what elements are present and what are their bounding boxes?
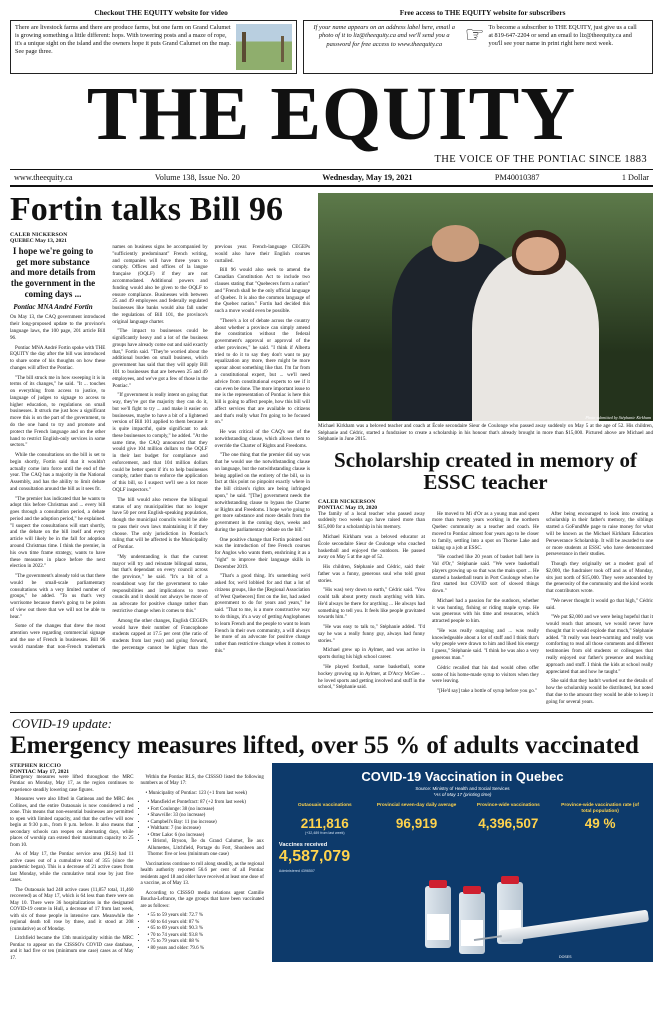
infographic-stats — [279, 803, 646, 835]
doses-label: DOSES — [559, 955, 572, 960]
list-item: • • Shawville: 33 (no increase) — [147, 813, 263, 820]
promo-box-subscribe — [303, 20, 653, 74]
vaccines-received-label: Vaccines received — [278, 841, 328, 848]
paragraph: She said that they hadn't worked out the details of how the scholarship would be distributed, but noted that due to the amount they would be able to keep it going for several years. — [546, 678, 653, 705]
paragraph: The bill would also remove the bilingual status of any municipalities that no longer have 50 per cent English-speaking population, though the municipal councils would be able to pass their own laws maintaining it if they choose. The only jurisdiction in Pontiac's ruling that will be affected is the Municipality of Pontiac. — [112, 496, 208, 551]
masthead — [10, 72, 653, 166]
photo-figure-woman — [472, 252, 599, 421]
divider — [10, 712, 653, 713]
paragraph: "My understanding is that the current mayor will try and reinstate bilingual status, but that's dependant on every council across the province," he said. "It's a bit of a roundabout way for the government to take responsibilities and implications to town councils and it should not always be more of an advocate for positive change rather than restrictive change when it comes to this." — [112, 553, 208, 614]
stat-value: 96,919 — [395, 815, 438, 831]
list-item: • • 75 to 79 years old: 88 % — [147, 939, 263, 946]
paragraph: He moved to Mi d'Or as a young man and spent more than twenty years working in the northern Quebec community as a teacher and coach. He moved to Pontiac almost four years ago to be closer to family, settling into a spot on Thorne Lake and taking up a job at ESSC. — [432, 510, 539, 551]
paragraph: "We never thought it would go that high," Cédric said. — [546, 597, 653, 611]
list-item: • • Otter Lake: 6 (no increase) — [147, 833, 263, 840]
list-item: • • 60 to 64 years old: 87 % — [147, 920, 263, 927]
stat-province-total — [462, 803, 554, 835]
list-item: • • 80 years and older: 79.6 % — [147, 946, 263, 953]
paragraph: Cédric recalled that his dad would often offer some of his home-made syrup to visitors when they were leaving. — [432, 664, 539, 685]
stat-province-rate — [554, 803, 646, 835]
stat-label: Province-wide vaccinations — [476, 802, 540, 808]
paragraph: The Outaouais had 248 active cases (11,857 total, 11,460 recovered) as of May 17, which is 64 less than there were on May 10. There were 36 hospitalizations in the designated COVID-19 centre in Hull, a decrease of 17 from last week, with six of those people in intensive care. Meanwhile the regional death toll rose by three, and it stood at 208 (cumulative) as of Monday. — [10, 887, 134, 932]
paragraph: One positive change that Fortin pointed out was the introduction of free French courses for Anglos who wants them, enshrining it as a "right" to improve their language skills in December 2019. — [214, 536, 310, 570]
list-item: • • Bristol, Bryson, Île du Grand Calumet, Île aux Allumettes, Litchfield, Portage du Fort, Shonbeen and Thorne: five or less (minimum one case) — [147, 839, 263, 859]
paragraph: Some of the changes that drew the most attention were regarding commercial signage and the use of French in businesses. Bill 96 would mandate that non-French trademark names on business signs be accompanied by "sufficiently predominant" French writing, and companies will have three years to comply. Offices and offices of la langue française (OQLF) if they are not accommodated. Additional powers and funding would also be given to the OQLF to ensure compliance. Businesses with between 25 and 49 employees and federally regulated businesses like banks would also fall under the regulations of Bill 101, the province's original language charter. — [10, 244, 208, 650]
covid-article — [10, 763, 264, 963]
paragraph: "He coached like 20 years of basket ball here in Val d'Or," Stéphanie said. "We were basketball players growing up so that was the main sport ... He started a basketball team in Port Coulonge when he first started but COVID sort of slowed things down." — [432, 554, 539, 595]
vaccination-infographic — [272, 763, 653, 963]
byline-fortin: CALEB NICKERSON — [10, 232, 68, 239]
paragraph: "His was) very down to earth," Cédric said. "You could talk about pretty much anything with him. He'd always be there for anything ... He always had something to tell you. It feels like people gravitated towards him." — [318, 587, 425, 621]
paragraph: "The bill struck me in how sweeping it is in terms of its changes," he said. "It ... touches on everything from access to justice, to language of judges to signage to access to higher education, to regulations on small businesses. It struck me just how a significant move this is on the part of the government, to do the one hand to try and promote and protect the French language and on the other hand to restrict English-only services in some sectors." — [10, 374, 106, 449]
stat-label: Provincial seven-day daily average — [376, 802, 457, 808]
paragraph: Michael grew up in Aylmer, and was active in sports during his high school career. — [318, 647, 425, 661]
paragraph: "He played football, some basketball, some hockey growing up in Aylmer, at D'Arcy McGee ... he loved sports and getting involved and stuff in the school," Stéphanie said. — [318, 663, 425, 691]
pullquote-text: I hope we're going to get more substance and more details from the government in the coming days ... — [10, 246, 96, 299]
fortin-article — [10, 193, 310, 705]
paragraph: While the consultations on the bill is set to begin shortly, Fortin said that it wouldn't actually come into force until the end of the year. The CAQ has a majority in the National Assembly, and has the ability to limit debate and consultation around the bill as it sees fit. — [10, 452, 106, 492]
stat-label: Province-wide vaccination rate (of total population) — [561, 802, 640, 814]
promo-left-header: Checkout THE EQUITY website for video — [94, 8, 228, 17]
list-item: • • 65 to 69 years old: 90.3 % — [147, 926, 263, 933]
byline-scholarship: CALEB NICKERSON — [318, 498, 376, 505]
list-item: • • Mansfield et Pontefract: 87 (+2 from last week) — [147, 800, 263, 807]
pullquote — [10, 246, 96, 311]
stat-value: 211,816 — [300, 815, 349, 831]
paragraph: As of May 17, the Pontiac service area (RLS) had 11 active cases out of a cumulative total of 355 (since the pandemic began). This is a decrease of 21 active cases from last Monday, while the cumulative total rose by just five cases. — [10, 852, 134, 884]
promo-headers — [10, 8, 653, 17]
list-item: • • Waltham: 7 (no increase) — [147, 826, 263, 833]
hops-farm-photo — [236, 24, 292, 70]
infographic-asof: *As of May 17 (printing time) — [433, 791, 492, 797]
covid-section — [10, 763, 653, 963]
photo-face-woman — [516, 237, 560, 271]
headline-covid: Emergency measures lifted, over 55 % of adults vaccinated — [10, 732, 639, 760]
page-title: THE EQUITY — [86, 72, 577, 156]
divider-thick — [10, 185, 653, 187]
list-item: • • Campbell's Bay: 11 (no increase) — [147, 820, 263, 827]
paragraph: On May 13, the CAQ government introduced their long-proposed update to the province's language laws, the 100 page, 201 article Bill 96. — [10, 314, 106, 341]
vaccines-administered-note: Administered 4396507 — [278, 868, 315, 873]
paragraph: Among the other changes, English CEGEPs would have their number of Francophone students capped at 17.5 per cent (the ratio of students from last year) and going forward, the percentage cannot be higher than the previous year. French-language CEGEPs would also have their English courses curtailed. — [112, 244, 310, 651]
paragraph: "He was really outgoing and ... was really knowledgeable about a lot of stuff and I think that's why people were drawn to him and liked his energy I guess," Stéphanie said. "I think he was also a very generous man." — [432, 627, 539, 661]
paragraph: Michael had a passion for the outdoors, whether it was hunting, fishing or riding maple syrup. He was generous with his time and resources, which attracted people to him. — [432, 597, 539, 625]
stat-label: Outaouais vaccinations — [297, 802, 352, 808]
paragraph: According to CISSSO media relations agent Camille Boucha-Lefrance, the age groups that have been vaccinated are as follows: — [140, 890, 264, 909]
promo-center-text: If your name appears on an address label here, email a photo of it to liz@theequity.ca and we'll send you a password for free access to www.theequity.ca — [313, 24, 455, 48]
covid-body-text — [10, 775, 264, 963]
paragraph: "That's a good thing. It's something we'd asked for, we'd lobbied for and that a lot of citizens groups, like the [Regional Association of West Quebecers] first on the list, had asked government to do for years and years," he said. "That to me, is a more constructive way to do things, it's a way of getting Anglophones to learn French and the people to want to learn French in their own community, a will always be more of an advocate for positive change rather than restrictive change when it comes to this." — [214, 573, 310, 654]
stat-value: 4,396,507 — [478, 815, 539, 831]
vaccines-received-value: 4,587,079 — [278, 847, 351, 865]
list-item: • • Fort Coulonge: 38 (no increase) — [147, 807, 263, 814]
paragraph: "The premier has indicated that he wants to adopt this before Christmas and ... every bill goes through a consultation period, a debate period and the adoption period," he explained. "I suspect the consultations will start shortly, and the debate on the bill itself and every article will likely be in the fall for adoption around Christmas time. I think the premier, in his own time frame strategy, wants to have these measures in place before the next election in 2022." — [10, 495, 106, 570]
lead-section — [10, 193, 653, 705]
promo-box-video — [10, 20, 297, 74]
photo-face-man — [432, 225, 479, 261]
paragraph: The family of a local teacher who passed away suddenly two weeks ago have raised more than $15,000 for a scholarship in his memory. — [318, 510, 425, 531]
municipality-case-list — [140, 800, 263, 859]
dateline-covid: PONTIAC May 17, 2021 — [10, 768, 70, 775]
infographic-title: COVID-19 Vaccination in Quebec — [361, 768, 564, 784]
paragraph: "If government is really intent on going that way, they've got the majority they can do it, but we'll fight to try ... and make it easier on businesses, maybe to have a bit of a lightened version of Bill 101 applied to them because it is quite impactful, quite significant to ask these businesses to comply," he added. "At the same time, the CAQ announced that they would give 104 million dollars to the OQLF in their last budget for compliance and enforcement, and that 104 million dollars could be better spent if it's to help businesses comply, rather than to enforce the application of this bill, so I suspect we'll see a lot more OQLF inspectors." — [112, 392, 208, 493]
dateline-fortin: QUEBEC May 13, 2021 — [10, 238, 67, 245]
paragraph: Measures were also lifted in Gatineau and the MRC des Collines, and the entire Outaouais is now considered a red zone. This means that non-essential businesses are permitted to open with limited capacity, and that the curfew will now begin at 9:30 p.m., from 8 p.m. before. It also means that secondary schools can reopen on alternating days, while places of worship can extend their maximum capacity to 25 from 10. — [10, 797, 134, 848]
vaccine-vials-illustration — [419, 842, 649, 962]
dateline-scholarship: PONTIAC May 19, 2020 — [318, 504, 378, 511]
age-group-list — [140, 913, 263, 952]
scholarship-body — [318, 511, 653, 706]
pullquote-attribution: Pontiac MNA André Fortin — [13, 303, 93, 312]
paragraph: Within the Pontiac RLS, the CISSSO listed the following numbers as of May 17: — [140, 774, 264, 787]
paragraph: "The impact to businesses could be significantly heavy and a lot of the business groups have already come out and said exactly that," Fortin said. "They're worried about the additional burden on small business, which government has said that they will apply Bill 101 to businesses that are between 25 and 49 employees, and we've got a few of those in the Pontiac." — [112, 328, 208, 389]
promo-right-text: To become a subscriber to THE EQUITY, just give us a call at 819-647-2204 or send an email to liz@theequity.ca and you'll see your name in print right here next week. — [488, 24, 637, 47]
headline-scholarship: Scholarship created in memory of ESSC teacher — [334, 448, 637, 494]
fortin-body — [10, 244, 310, 654]
paragraph: Emergency measures were lifted throughout the MRC Pontiac on Monday, May 17, as the region continues to experience steadily lowering case figures. — [10, 774, 134, 793]
list-item: • • 55 to 59 years old: 72.7 % — [147, 913, 263, 920]
paragraph: "The government's already told us that there would be small-scale parliamentary consultations with a very limited number of groups," he added. "To us that's very worrisome because there's going to be points of view out there that we will not be able to hear." — [10, 573, 106, 620]
pointing-hand-icon: ☞ — [464, 22, 485, 47]
stat-note: (+32,489 from last week) — [304, 830, 345, 835]
paragraph: • Municipality of Pontiac: 123 (+1 from last week) — [145, 790, 247, 796]
paragraph: "We put $2,000 and we were being hopeful that it would reach that amount, we would never have thought that it would explode that much," Stéphanie added. "It really was heart-warming and really was comforting to read all those comments and different testimonies from old students or colleagues that really enjoyed our father's presence and teaching approach and stuff. I think the kids at school really appreciated that and how he taught." — [546, 614, 653, 675]
paragraph: Vaccinations continue to roll along steadily, as the regional health authority reported 56.6 per cent of all Pontiac residents aged 18 and older have received at least one dose of a vaccine, as of May 13. — [140, 861, 264, 887]
volume-issue: Volume 138, Issue No. 20 — [154, 173, 240, 183]
stat-outaouais — [279, 803, 371, 835]
website-url[interactable]: www.theequity.ca — [14, 173, 73, 183]
paragraph: "The one thing that the premier did say was that he would use the notwithstanding clause on language, but the notwithstanding clause is being applied on the entirety of the bill, so in fact at this point no pinpoint exactly where in the bill citizen's rights are being infringed upon," he said. "[The] government needs the notwithstanding clause to bypass the Charter or Rights and Freedoms. I hope we're going to get more substance and more details from the government in the coming days, weeks and during the parliamentary debate on the bill." — [214, 452, 310, 533]
paragraph: Michael Kirkham was a beloved educator at École secondaire Sieur de Coulonge who coached basketball and enjoyed the outdoors. He passed away on May 5 at the age of 52. — [318, 533, 425, 561]
vial-icon — [459, 892, 485, 954]
paragraph: "There's a lot of debate across the country about whether a province can simply amend the constitution without the federal government's approval or approval of the other provinces," he said. "I think if Alberta tried to do it to say they don't want to pay equalization any more, there might be more uproar about something like that. I'm far from a constitutional expert, but ... we'll need advice from constitutional experts to see if it can even be done. The more important issue to me is the representation of Pontiac is here this bill is going to affect people, how this bill will affect services that are available to citizens and that's really what I'm going to be focused on." — [214, 317, 310, 426]
paragraph: He was critical of the CAQ's use of the notwithstanding clause, which allows them to override the Charter of Rights and Freedoms. — [214, 429, 310, 449]
scholarship-section — [318, 193, 653, 705]
promo-left-text: There are livestock farms and there are produce farms, but one farm on Grand Calumet is growing something a little different: hops. With towering posts and a maze of rope, it's a unique sight on the island and the owners hope it puts Grand Calumet on the map. See page three. — [15, 24, 231, 55]
paragraph: After being encouraged to look into creating a scholarship in their father's memory, the siblings started a GoFundMe page to raise money for what will be known as the Michael Kirkham Education Perseverance Scholarship. It will be awarded to one or more students at ESSC who have demonstrated perseverance in their studies. — [546, 510, 653, 558]
pm-number: PM40010387 — [494, 173, 540, 183]
photo-caption: Michael Kirkham was a beloved teacher and coach at École secondaire Sieur de Coulonge who passed away suddenly on May 5 at the age of 52. His children, Stéphanie and Cédric, started a fundraiser to create a scholarship in his honour that's already brought in more than $15,000. Pictured above are Michael and Stéphanie in June 2015. — [318, 423, 653, 443]
kirkham-photo — [318, 193, 653, 421]
vial-icon — [425, 886, 451, 948]
paragraph: "[He'd say] take a bottle of syrup before you go." — [437, 688, 538, 695]
stat-daily-average — [371, 803, 463, 835]
infographic-source: Source: Ministry of Health and Social Services — [415, 785, 510, 791]
paragraph: Though they originally set a modest goal of $2,000, the fundraiser took off and as of Monday, sits just north of $15,000. They were astounded by the generosity of the community and the kind words that contributors wrote. — [546, 561, 653, 595]
paragraph: Litchfield became the 13th municipality within the MRC Pontiac to appear on the CISSSO's COVID case database, and it had five or ten (minimum one case) cases as of May 17. — [10, 936, 134, 961]
price: 1 Dollar — [621, 173, 649, 183]
paragraph: "He was easy to talk to," Stéphanie added. "I'd say he was a really funny guy, always had funny stories." — [318, 624, 425, 644]
masthead-infobar — [10, 170, 653, 185]
stat-value: 49 % — [584, 816, 616, 832]
list-item: • • 70 to 74 years old: 93.8 % — [147, 933, 263, 940]
photo-credit: Photo submitted by Stéphanie Kirkham — [585, 415, 651, 421]
issue-date: Wednesday, May 19, 2021 — [322, 173, 413, 183]
masthead-tagline: THE VOICE OF THE PONTIAC SINCE 1883 — [434, 154, 647, 166]
headline-fortin: Fortin talks Bill 96 — [10, 191, 283, 229]
promo-right-header: Free access to THE EQUITY website for subscribers — [399, 8, 566, 17]
byline-covid: STEPHEN RICCIO — [10, 762, 62, 769]
covid-kicker: COVID-19 update: — [12, 716, 113, 732]
promo-row — [10, 20, 653, 74]
paragraph: His children, Stéphanie and Cédric, said their father was a funny, generous soul who told great stories. — [318, 564, 425, 584]
paragraph: Pontiac MNA André Fortin spoke with THE EQUITY the day after the bill was introduced to share some of his thoughts on how these changes will affect the Pontiac. — [10, 344, 106, 371]
paragraph: Bill 96 would also seek to amend the Canadian Constitution Act to include two clauses stating that "Quebecers form a nation" and "French shall be the only official language of Quebec. It is also the common language of the Quebec nation." Fortin had decided this such a move would even be possible. — [214, 267, 310, 315]
